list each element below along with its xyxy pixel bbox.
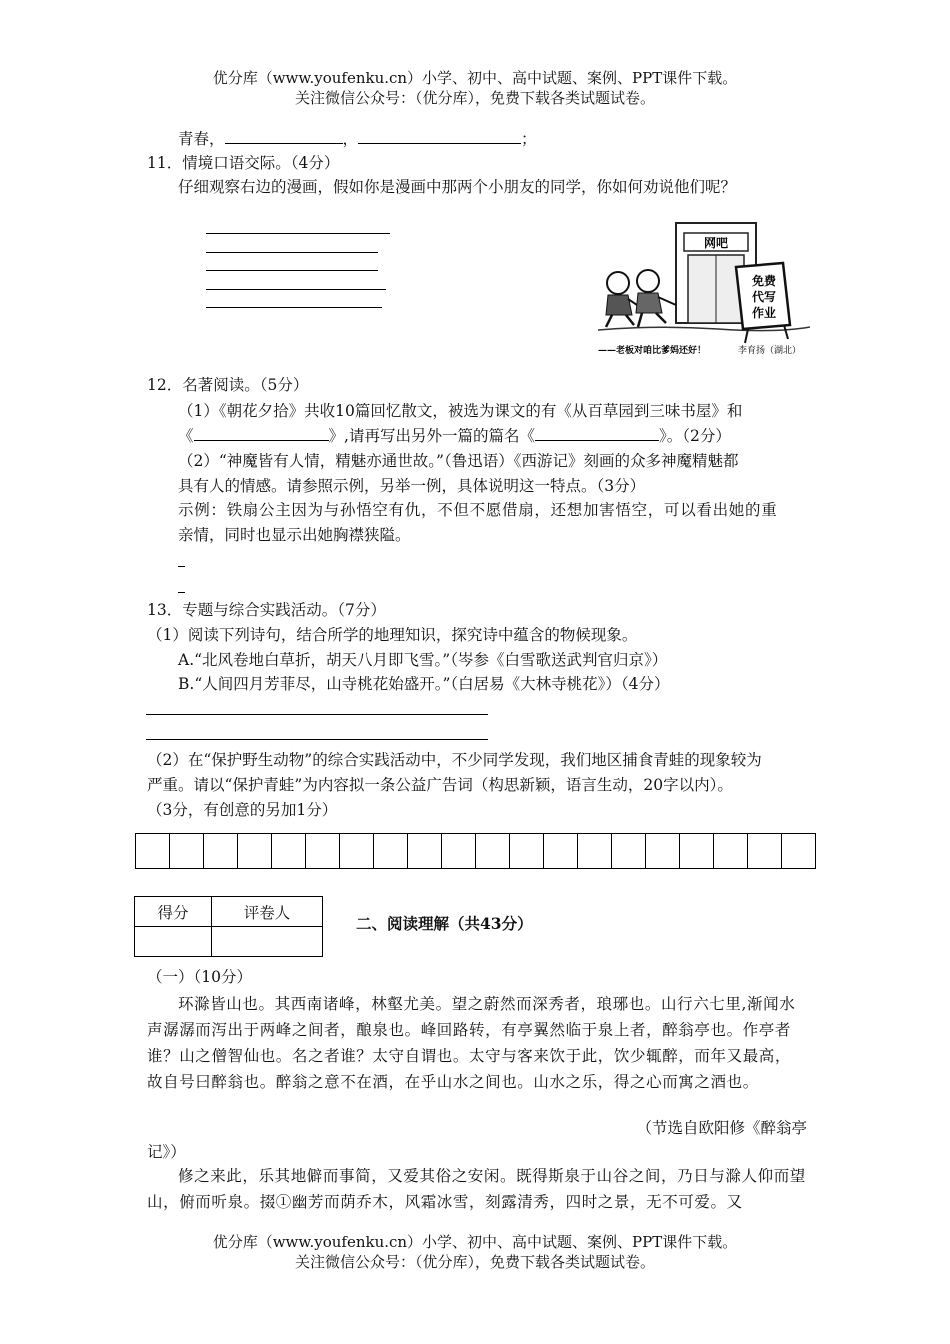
cartoon-board-line-3: 作业 xyxy=(751,306,777,320)
q12-example-line1: 示例：铁扇公主因为与孙悟空有仇，不但不愿借扇，还想加害悟空，可以看出她的重 xyxy=(178,501,778,519)
cartoon-board-line-2: 代写 xyxy=(751,290,777,304)
q11-answer-line-2[interactable] xyxy=(206,252,378,253)
grid-cell[interactable] xyxy=(170,834,204,868)
score-cell[interactable] xyxy=(135,927,212,957)
q13-poem-b: B.“人间四月芳菲尽，山寺桃花始盛开。”（白居易《大林寺桃花》）（4分） xyxy=(178,675,670,693)
header-line-2: 关注微信公众号：（优分库），免费下载各类试题试卷。 xyxy=(294,89,655,107)
cartoon-caption: ——老板对咱比爹妈还好！ xyxy=(598,346,707,356)
grid-cell[interactable] xyxy=(442,834,476,868)
q13-writing-grid[interactable] xyxy=(135,833,816,869)
grid-cell[interactable] xyxy=(578,834,612,868)
grid-cell[interactable] xyxy=(748,834,782,868)
q13-p1: （1）阅读下列诗句，结合所学的地理知识，探究诗中蕴含的物候现象。 xyxy=(147,626,638,644)
q12-example-line2: 亲情，同时也显示出她胸襟狭隘。 xyxy=(178,526,411,544)
grid-cell[interactable] xyxy=(646,834,680,868)
grid-cell[interactable] xyxy=(204,834,238,868)
q10-blank-1[interactable] xyxy=(225,127,343,144)
grid-cell[interactable] xyxy=(680,834,714,868)
part1-source-b: 记》） xyxy=(147,1143,186,1161)
q13-poem-a: A.“北风卷地白草折，胡天八月即飞雪。”（岑参《白雪歌送武判官归京》） xyxy=(178,651,668,669)
section-2-title: 二、阅读理解（共43分） xyxy=(356,914,533,933)
q10-prefix: 青春， xyxy=(178,130,225,148)
grid-cell[interactable] xyxy=(408,834,442,868)
grid-cell[interactable] xyxy=(782,834,815,868)
q10-answer-line xyxy=(178,127,537,150)
cartoon-board-line-1: 免费 xyxy=(751,274,777,288)
q11-title: 11．情境口语交际。（4分） xyxy=(147,154,340,172)
q11-answer-line-3[interactable] xyxy=(206,270,378,271)
q10-end: ； xyxy=(521,130,537,148)
grid-cell[interactable] xyxy=(340,834,374,868)
q10-blank-2[interactable] xyxy=(358,127,521,144)
q12-answer-line-2[interactable] xyxy=(178,592,185,593)
grid-cell[interactable] xyxy=(612,834,646,868)
q13-answer-line-1[interactable] xyxy=(146,714,488,715)
q13-p2-line2: 严重。请以“保护青蛙”为内容拟一条公益广告词（构思新颖，语言生动，20字以内）。 xyxy=(147,776,733,794)
grid-cell[interactable] xyxy=(510,834,544,868)
q12-p2-line1: （2）“神魔皆有人情，精魅亦通世故。”（鲁迅语）《西游记》刻画的众多神魔精魅都 xyxy=(178,452,739,470)
grid-cell[interactable] xyxy=(238,834,272,868)
grid-cell[interactable] xyxy=(544,834,578,868)
grid-cell[interactable] xyxy=(306,834,340,868)
grader-header: 评卷人 xyxy=(212,897,323,927)
part1-label: （一）（10分） xyxy=(147,968,252,986)
grader-cell[interactable] xyxy=(212,927,323,957)
grid-cell[interactable] xyxy=(476,834,510,868)
cartoon-author: 李育扬（湖北） xyxy=(738,346,802,356)
q13-p2-line3: （3分，有创意的另加1分） xyxy=(147,801,338,819)
q12-blank-2[interactable] xyxy=(535,424,659,441)
q12-blank-1[interactable] xyxy=(194,424,329,441)
q13-title: 13．专题与综合实践活动。（7分） xyxy=(147,601,386,619)
q12-p2-line2: 具有人的情感。请参照示例，另举一例，具体说明这一特点。（3分） xyxy=(178,477,646,495)
q13-answer-line-2[interactable] xyxy=(146,739,488,740)
q11-answer-line-5[interactable] xyxy=(206,307,382,308)
q13-p2-line1: （2）在“保护野生动物”的综合实践活动中，不少同学发现，我们地区捕食青蛙的现象较为 xyxy=(147,751,762,769)
q11-answer-line-1[interactable] xyxy=(206,233,390,234)
grid-cell[interactable] xyxy=(272,834,306,868)
q11-answer-line-4[interactable] xyxy=(206,289,386,290)
grid-cell[interactable] xyxy=(374,834,408,868)
q11-prompt: 仔细观察右边的漫画，假如你是漫画中那两个小朋友的同学，你如何劝说他们呢？ xyxy=(178,178,737,196)
header-line-1: 优分库（www.youfenku.cn）小学、初中、高中试题、案例、PPT课件下载。 xyxy=(212,69,738,87)
grid-cell[interactable] xyxy=(714,834,748,868)
cartoon-sign-text: 网吧 xyxy=(703,236,729,250)
q12-p1-line2: 《 》,请再写出另外一篇的篇名《 》。（2分） xyxy=(178,424,731,447)
part1-text-2: 修之来此，乐其地僻而事简，又爱其俗之安闲。既得斯泉于山谷之间，乃日与滁人仰而望山，俯而听泉。掇①幽芳而荫乔木，风霜冰雪，刻露清秀，四时之景，无不可爱。又 xyxy=(147,1167,806,1211)
footer-line-1: 优分库（www.youfenku.cn）小学、初中、高中试题、案例、PPT课件下载。 xyxy=(212,1233,738,1251)
q12-p1-line1: （1）《朝花夕拾》共收10篇回忆散文，被选为课文的有《从百草园到三味书屋》和 xyxy=(178,402,743,420)
part1-text-1: 环滁皆山也。其西南诸峰，林壑尤美。望之蔚然而深秀者，琅琊也。山行六七里,渐闻水声潺潺而泻出于两峰之间者，酿泉也。峰回路转，有亭翼然临于泉上者，醉翁亭也。作亭者谁？山之僧智仙也。名之者谁？太守自谓也。太守与客来饮于此，饮少辄醉，而年又最高，故自号曰醉翁也。醉翁之意不在酒，在乎山水之间也。山水之乐，得之心而寓之酒也。 xyxy=(147,995,796,1091)
q12-title: 12．名著阅读。（5分） xyxy=(147,376,309,394)
part1-source-a: （节选自欧阳修《醉翁亭 xyxy=(636,1119,807,1137)
q12-answer-line-1[interactable] xyxy=(178,566,185,567)
footer-line-2: 关注微信公众号：（优分库），免费下载各类试题试卷。 xyxy=(294,1253,655,1271)
q10-sep: ， xyxy=(342,130,359,148)
score-table xyxy=(134,896,323,957)
cartoon-illustration xyxy=(598,215,810,360)
score-header: 得分 xyxy=(135,897,212,927)
grid-cell[interactable] xyxy=(136,834,170,868)
